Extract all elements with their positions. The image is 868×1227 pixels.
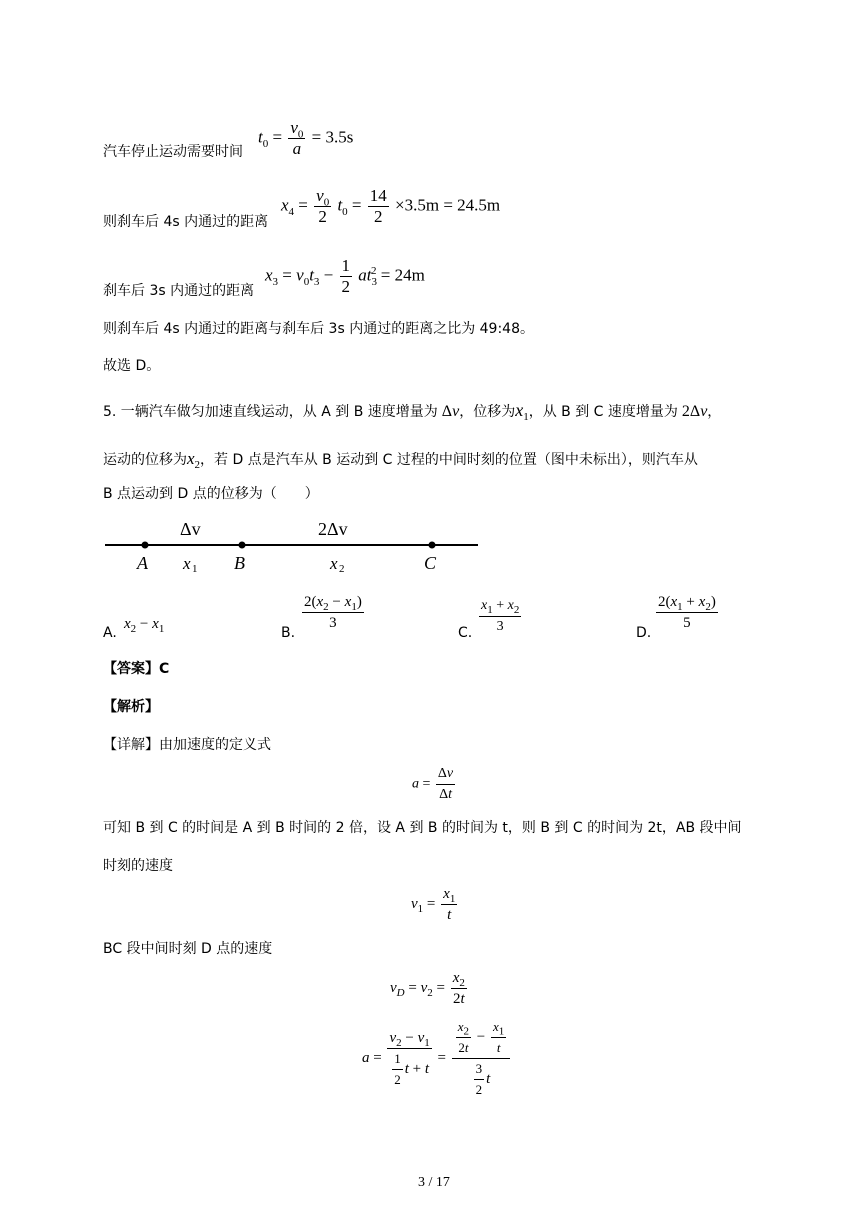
accel-formula: a = $v_2 - v_1$ $\frac{1}{2}$ t + t = $\frac{x_2}{2t}$ − $\frac{x_1}{t}$ $\frac{3}{2}$ t — [362, 1017, 512, 1100]
detail-text: 【详解】由加速度的定义式 — [103, 737, 271, 753]
choose-text: 故选 D。 — [103, 358, 161, 374]
point-c-dot — [429, 542, 436, 549]
label-c: C — [424, 553, 437, 573]
x3-formula: $x_3 = v_0t_3$ − $\frac{1}{2}$ $at_3^2 = 24m$ — [265, 256, 425, 296]
label-x1-sub: 1 — [192, 563, 198, 575]
x3-text: 刹车后 3s 内通过的距离 — [103, 283, 255, 299]
answer-label: 【答案】C — [103, 661, 170, 677]
option-d-label[interactable]: D. — [636, 625, 652, 641]
analysis-label: 【解析】 — [103, 699, 159, 715]
option-a-label[interactable]: A. — [103, 625, 117, 641]
x4-text: 则刹车后 4s 内通过的距离 — [103, 214, 269, 230]
v1-formula: $v_1$ = $\frac{x_1}{t}$ — [411, 886, 456, 923]
label-dv: Δv — [180, 519, 201, 539]
t0-formula: $t_0$ = $\frac{v_0}{a}$ = 3.5s — [258, 118, 354, 158]
label-2dv: 2Δv — [318, 519, 348, 539]
point-a-dot — [142, 542, 149, 549]
x3-result: = 24m — [380, 265, 425, 285]
motion-diagram — [100, 515, 490, 580]
option-a-formula[interactable]: $x_2 - x_1$ — [124, 616, 165, 635]
label-x2: x — [330, 554, 338, 573]
label-x1: x — [183, 554, 191, 573]
q5-line1: 5. 一辆汽车做匀加速直线运动，从 A 到 B 速度增量为 Δv，位移为$x_1$，从 B 到 C 速度增量为 2Δv， — [103, 400, 722, 423]
option-c-formula[interactable]: $\frac{x_1 + x_2}{3}$ — [481, 598, 520, 634]
vd-formula: $v_D = v_2$ = $\frac{x_2}{2t}$ — [390, 970, 465, 1007]
x4-result: ×3.5m = 24.5m — [395, 195, 501, 215]
explain-line1: 可知 B 到 C 的时间是 A 到 B 时间的 2 倍，设 A 到 B 的时间为 t，则 B 到 C 的时间为 2t，AB 段中间 — [103, 820, 742, 836]
q5-line2: 运动的位移为$x_2$，若 D 点是汽车从 B 运动到 C 过程的中间时刻的位置（图中未标出），则汽车从 — [103, 449, 698, 471]
label-x2-sub: 2 — [339, 563, 345, 575]
ratio-text: 则刹车后 4s 内通过的距离与刹车后 3s 内通过的距离之比为 49:48。 — [103, 321, 534, 337]
t0-text: 汽车停止运动需要时间 — [103, 144, 243, 160]
explain-line2: 时刻的速度 — [103, 858, 173, 874]
label-b: B — [234, 553, 245, 573]
explain-line3: BC 段中间时刻 D 点的速度 — [103, 941, 273, 957]
option-d-formula[interactable]: $\frac{2(x_1 + x_2)}{5}$ — [658, 594, 716, 631]
x4-formula: $x_4$ = $\frac{v_0}{2}$ $t_0$ = $\frac{14}{2}$ ×3.5m = 24.5m — [281, 186, 501, 226]
point-b-dot — [239, 542, 246, 549]
q5-line3: B 点运动到 D 点的位移为（ ） — [103, 486, 319, 502]
label-a: A — [137, 553, 148, 573]
option-b-label[interactable]: B. — [281, 625, 296, 641]
page-number: 3 / 17 — [418, 1175, 450, 1190]
option-b-formula[interactable]: $\frac{2(x_2 - x_1)}{3}$ — [304, 594, 362, 631]
t0-result: = 3.5s — [311, 127, 354, 147]
accel-definition: a = $\frac{\Delta v}{\Delta t}$ — [412, 766, 454, 802]
option-c-label[interactable]: C. — [458, 625, 473, 641]
